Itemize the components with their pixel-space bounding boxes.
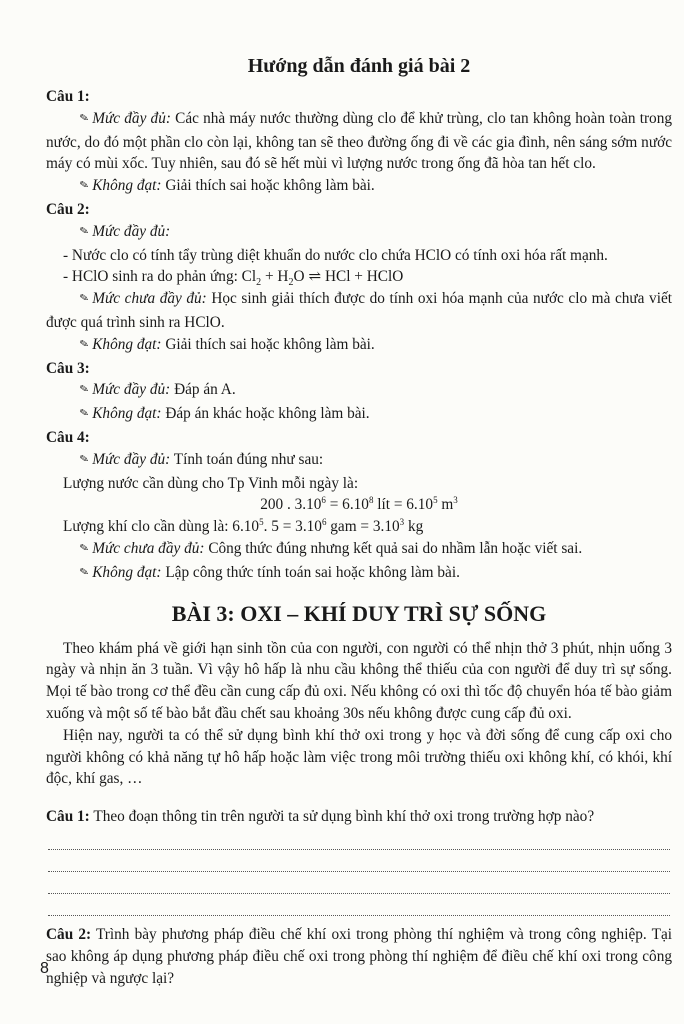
q4-chlorine-line: Lượng khí clo cần dùng là: 6.10$^5$. $5 = 3.10^6$ gam = $3.10^3$ kg	[63, 517, 424, 536]
pencil-icon: ✎	[78, 406, 90, 421]
q4-full: ✎ Mức đầy đủ: Tính toán đúng như sau:	[46, 449, 672, 473]
pencil-icon: ✎	[78, 541, 90, 556]
pencil-icon: ✎	[78, 292, 90, 306]
q3-label: Câu 3:	[46, 359, 90, 377]
lesson-title: BÀI 3: OXI – KHÍ DUY TRÌ SỰ SỐNG	[171, 600, 547, 626]
q2-fail: ✎ Không đạt: Giải thích sai hoặc không làm bài.	[46, 334, 672, 358]
q4-label: Câu 4:	[46, 428, 90, 446]
q1-full: ✎ Mức đầy đủ: Các nhà máy nước thường dùng clo để khử trùng, clo tan không hoàn toàn trong nước, do đó một phần clo còn lại, không tan sẽ theo đường ống đi về các gia đình, nên sáng sớm nước máy có mùi xốc. Tuy nhiên, sau đó sẽ hết mùi vì lượng nước trong ống đã hòa tan hết clo.	[46, 108, 672, 175]
lesson-q1: Câu 1: Theo đoạn thông tin trên người ta sử dụng bình khí thở oxi trong trường hợp nào?	[46, 808, 595, 826]
answer-lines[interactable]	[46, 828, 672, 916]
q2-reaction: - HClO sinh ra do phản ứng: $Cl_2 + H_2O$ ⇌ HCl + HClO	[63, 268, 404, 289]
pencil-icon: ✎	[78, 565, 90, 579]
q2-label: Câu 2:	[46, 200, 90, 218]
answer-line[interactable]	[48, 828, 670, 850]
page-number: 8	[40, 960, 49, 977]
lesson-para-1: Theo khám phá về giới hạn sinh tồn của con người, con người có thể nhịn thở 3 phút, nhịn uống 3 ngày và nhịn ăn 3 tuần. Vì vậy hô hấp là nhu cầu không thể thiếu của con người để duy trì sự sống. Mọi tế bào trong cơ thể đều cần cung cấp đủ oxi. Nếu không có oxi thì tốc độ chuyển hóa tế bào giảm xuống và một số tế bào bắt đầu chết sau khoảng 30s nếu không được cung cấp đủ oxi.	[46, 639, 672, 722]
page-content	[46, 52, 672, 989]
q4-water-line: Lượng nước cần dùng cho Tp Vinh mỗi ngày là:	[63, 474, 359, 492]
q1-fail: ✎ Không đạt: Giải thích sai hoặc không làm bài.	[46, 175, 672, 199]
lesson-para-2: Hiện nay, người ta có thể sử dụng bình khí thở oxi trong y học và đời sống để cung cấp oxi cho người không có khả năng tự hô hấp hoặc làm việc trong môi trường thiếu oxi không khí, có khói, khí độc, khí gas, …	[46, 726, 672, 788]
pencil-icon: ✎	[78, 111, 90, 126]
q3-full: ✎ Mức đầy đủ: Đáp án A.	[46, 379, 672, 403]
q1-label: Câu 1:	[46, 88, 90, 105]
pencil-icon: ✎	[78, 337, 90, 352]
q2-line1: - Nước clo có tính tẩy trùng diệt khuẩn do nước clo chứa HClO có tính oxi hóa rất mạnh.	[63, 246, 608, 264]
answer-line[interactable]	[48, 894, 670, 916]
pencil-icon: ✎	[78, 452, 90, 466]
q2-full: ✎ Mức đầy đủ:	[46, 221, 672, 245]
pencil-icon: ✎	[78, 179, 90, 193]
guide-title: Hướng dẫn đánh giá bài 2	[247, 55, 471, 77]
answer-line[interactable]	[48, 850, 670, 872]
lesson-q2: Câu 2: Trình bày phương pháp điều chế khí oxi trong phòng thí nghiệm và trong công nghiệp. Tại sao không áp dụng phương pháp điều chế oxi trong phòng thí nghiệm để điều chế khí oxi trong công nghiệp và ngược lại?	[46, 925, 672, 987]
pencil-icon: ✎	[78, 383, 90, 397]
q4-partial: ✎ Mức chưa đầy đủ: Công thức đúng nhưng kết quả sai do nhầm lẫn hoặc viết sai.	[46, 538, 672, 562]
q4-formula: 200 . $3.10^6 = 6.10^8$ lít = $6.10^5$ $m^3$	[260, 495, 458, 514]
q4-fail: ✎ Không đạt: Lập công thức tính toán sai hoặc không làm bài.	[46, 562, 672, 586]
q3-fail: ✎ Không đạt: Đáp án khác hoặc không làm bài.	[46, 403, 672, 427]
answer-line[interactable]	[48, 872, 670, 894]
q2-partial: ✎ Mức chưa đầy đủ: Học sinh giải thích được do tính oxi hóa mạnh của nước clo mà chưa viết được quá trình sinh ra HClO.	[46, 288, 672, 334]
pencil-icon: ✎	[78, 224, 90, 239]
